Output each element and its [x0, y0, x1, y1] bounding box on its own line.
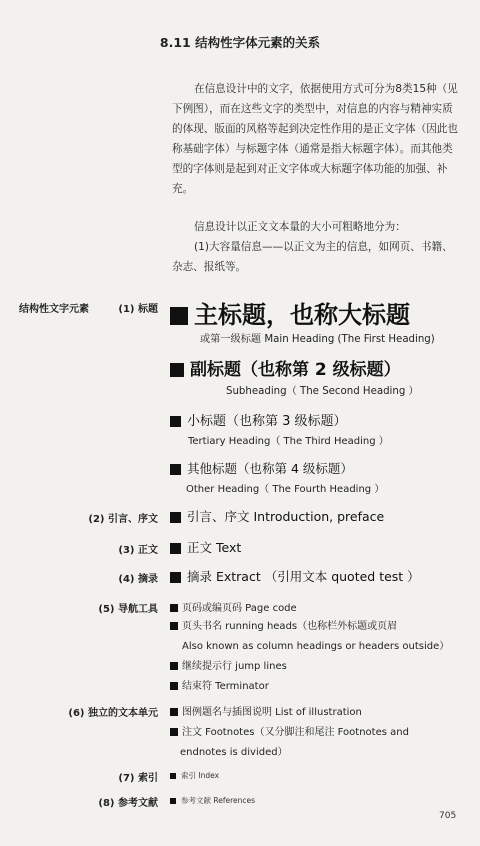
heading-level-1-text: 主标题，也称大标题 [194, 301, 410, 329]
square-bullet-icon [170, 464, 181, 475]
unit-item-illustration-text: 图例题名与插图说明 List of illustration [182, 707, 362, 718]
references-example-text: 参考文献 References [181, 796, 256, 805]
index-example-text: 索引 Index [181, 771, 220, 780]
structural-elements-label: 结构性文字元素 [19, 304, 89, 315]
sizes-item-1: (1)大容量信息——以正文为主的信息，如网页、书籍、杂志、报纸等。 [172, 241, 453, 273]
nav-item-page-code [170, 599, 297, 614]
square-bullet-icon [170, 662, 178, 670]
references-example [170, 795, 255, 806]
heading-level-1-caption: 或第一级标题 Main Heading (The First Heading) [200, 334, 435, 345]
square-bullet-icon [170, 512, 181, 523]
square-bullet-icon [170, 543, 181, 554]
heading-level-3-caption: Tertiary Heading（ The Third Heading ） [188, 436, 389, 447]
heading-level-4-caption: Other Heading（ The Fourth Heading ） [186, 484, 385, 495]
heading-level-2-caption: Subheading（ The Second Heading ） [226, 386, 419, 397]
heading-level-2-text: 副标题（也称第 2 级标题） [190, 360, 401, 380]
unit-item-illustration [170, 703, 362, 718]
unit-item-footnotes [170, 723, 409, 738]
square-bullet-icon [170, 363, 184, 377]
category-2-label: (2) 引言、序文 [88, 514, 158, 525]
nav-item-jump-lines [170, 657, 287, 672]
extract-example-text: 摘录 Extract （引用文本 quoted test ） [187, 569, 420, 584]
square-bullet-icon [170, 604, 178, 612]
category-1-label: (1) 标题 [118, 304, 158, 315]
nav-item-running-heads-continued: Also known as column headings or headers outside） [182, 641, 450, 652]
square-bullet-icon [170, 572, 181, 583]
square-bullet-icon [170, 708, 178, 716]
index-example [170, 770, 219, 781]
text-example-text: 正文 Text [187, 540, 242, 555]
extract-example [170, 567, 420, 585]
square-bullet-icon [170, 416, 181, 427]
text-example [170, 538, 241, 556]
square-bullet-icon [170, 307, 188, 325]
nav-item-running-heads-text: 页头书名 running heads（也称栏外标题或页眉 [182, 621, 398, 632]
nav-item-page-code-text: 页码或编页码 Page code [182, 603, 297, 614]
square-bullet-icon [170, 728, 178, 736]
square-bullet-icon [170, 622, 178, 630]
heading-level-3 [170, 410, 347, 429]
nav-item-terminator-text: 结束符 Terminator [182, 681, 269, 692]
intro-paragraph [172, 79, 462, 199]
nav-item-jump-lines-text: 继续提示行 jump lines [182, 661, 287, 672]
introduction-example [170, 507, 384, 525]
category-7-label: (7) 索引 [118, 773, 158, 784]
heading-level-1 [170, 295, 410, 330]
unit-item-footnotes-text: 注文 Footnotes（又分脚注和尾注 Footnotes and [182, 727, 409, 738]
page-title: 8.11 结构性字体元素的关系 [159, 35, 321, 50]
nav-item-terminator [170, 677, 269, 692]
category-6-label: (6) 独立的文本单元 [68, 708, 158, 719]
introduction-example-text: 引言、序文 Introduction, preface [187, 509, 385, 524]
page-number: 705 [439, 811, 457, 821]
heading-level-4-text: 其他标题（也称第 4 级标题） [187, 461, 353, 476]
category-4-label: (4) 摘录 [118, 574, 158, 585]
heading-level-3-text: 小标题（也称第 3 级标题） [187, 414, 347, 429]
category-3-label: (3) 正文 [118, 545, 158, 556]
category-5-label: (5) 导航工具 [98, 604, 158, 615]
square-bullet-icon [170, 682, 178, 690]
sizes-intro-text: 信息设计以正文文本量的大小可粗略地分为： [194, 221, 406, 233]
heading-level-2 [170, 355, 401, 380]
square-bullet-icon [170, 773, 176, 779]
heading-level-4 [170, 459, 353, 477]
unit-item-footnotes-continued: endnotes is divided） [180, 747, 288, 758]
sizes-paragraph [172, 217, 462, 277]
nav-item-running-heads [170, 617, 397, 632]
square-bullet-icon [170, 798, 176, 804]
category-8-label: (8) 参考文献 [98, 798, 158, 809]
intro-text: 在信息设计中的文字，依据使用方式可分为8类15种（见下例图），而在这些文字的类型中，对信息的内容与精神实质的体现、版面的风格等起到决定性作用的是正文字体（因此也称基础字体）与标题字体（通常是指大标题字体）。而其他类型的字体则是起到对正文字体或大标题字体功能的加强、补充。 [172, 83, 459, 195]
